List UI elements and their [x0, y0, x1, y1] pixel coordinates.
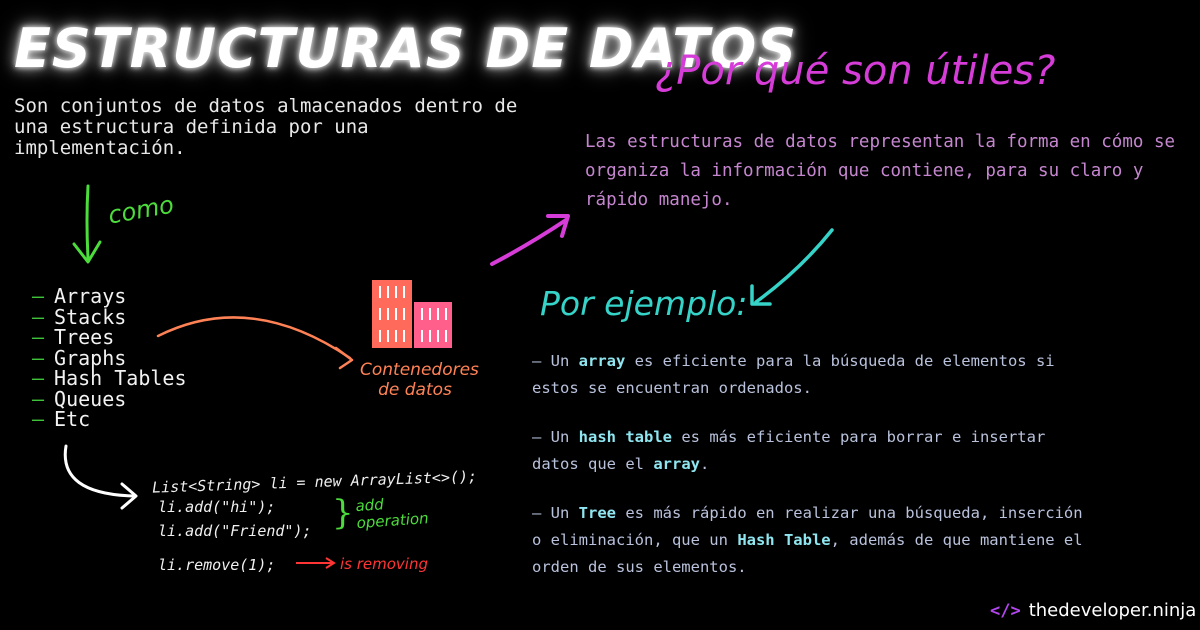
code-line-add-hi: li.add("hi");: [158, 498, 276, 516]
brand-name: thedeveloper.ninja: [1028, 600, 1197, 621]
containers-label: Contenedores de datos: [360, 360, 479, 400]
list-item: — Arrays: [32, 284, 127, 308]
example-heading: Por ejemplo:: [540, 284, 748, 323]
como-arrow: [87, 186, 88, 258]
intro-text: Son conjuntos de datos almacenados dentro de una estructura definida por una implementación.: [14, 95, 518, 159]
list-item: — Trees: [32, 325, 115, 349]
list-item: — Hash Tables: [32, 366, 187, 390]
containers-icon: [370, 278, 456, 352]
page-title: ESTRUCTURAS DE DATOS: [14, 17, 798, 80]
code-arrow: [65, 446, 134, 496]
structures-list: [32, 286, 187, 430]
como-label: como: [106, 190, 176, 230]
example-item: – Un Tree es más rápido en realizar una búsqueda, inserción o eliminación, que un Hash Table, además de que mantiene el orden de sus elementos.: [532, 504, 1083, 576]
code-brackets-icon: </>: [990, 601, 1021, 621]
add-brace: }: [332, 493, 354, 533]
list-item: — Queues: [32, 386, 127, 411]
example-item: – Un array es eficiente para la búsqueda de elementos si estos se encuentran ordenados.: [532, 352, 1055, 397]
code-line-remove: li.remove(1);: [158, 556, 276, 574]
removing-note: is removing: [340, 555, 429, 573]
example-item: – Un hash table es más eficiente para borrar e insertar datos que el array.: [532, 428, 1046, 473]
list-item: — Etc: [32, 407, 91, 431]
containers-arrow: [158, 317, 350, 358]
why-description: Las estructuras de datos representan la forma en cómo se organiza la información que contiene, para su claro y rápido manejo.: [585, 132, 1176, 210]
add-operation-note: add operation: [354, 495, 430, 533]
code-line-add-friend: li.add("Friend");: [158, 522, 312, 540]
why-arrow: [492, 220, 566, 264]
brand[interactable]: [990, 600, 1196, 621]
list-item: — Stacks: [32, 304, 127, 329]
why-heading: ¿Por qué son útiles?: [655, 48, 1056, 94]
code-line-declaration: List<String> li = new ArrayList<>();: [151, 467, 478, 497]
containers-arrowhead: [336, 348, 352, 368]
list-item: — Graphs: [32, 345, 127, 370]
ejemplo-arrow: [756, 230, 832, 302]
